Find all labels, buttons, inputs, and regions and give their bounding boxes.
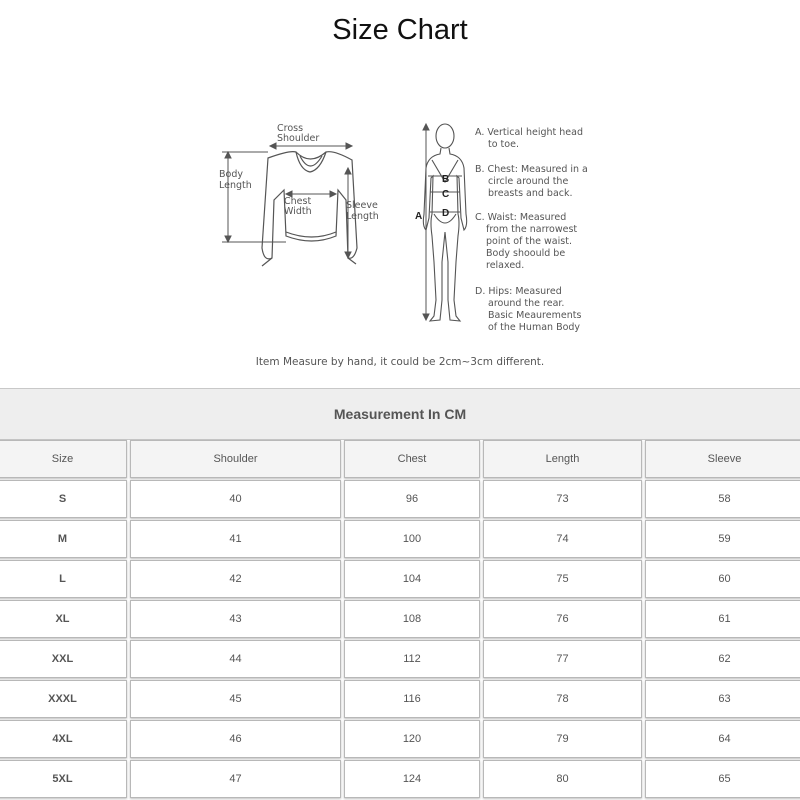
cell-size: L	[0, 560, 127, 598]
cell-shoulder: 45	[130, 680, 341, 718]
cell-shoulder: 43	[130, 600, 341, 638]
legend-c-line-1: C. Waist: Measured	[475, 212, 567, 223]
legend-d-line-1: D. Hips: Measured	[475, 286, 562, 297]
body-length-label-2: Length	[219, 180, 252, 191]
header-length: Length	[483, 440, 642, 478]
legend-a-line-1: A. Vertical height head	[475, 127, 583, 138]
sleeve-length-label-2: Length	[346, 211, 379, 222]
chest-width-label-1: Chest	[284, 196, 312, 207]
cell-length: 74	[483, 520, 642, 558]
legend-c-line-4: Body shoould be	[486, 248, 566, 259]
cell-size: XL	[0, 600, 127, 638]
table-row	[0, 680, 800, 718]
human-figure-illustration	[423, 124, 466, 321]
table-row	[0, 760, 800, 798]
cell-size: XXXL	[0, 680, 127, 718]
table-row	[0, 640, 800, 678]
cell-size: 4XL	[0, 720, 127, 758]
cell-sleeve: 64	[645, 720, 800, 758]
legend-b-line-2: circle around the	[488, 176, 569, 187]
cell-chest: 112	[344, 640, 480, 678]
cross-shoulder-label-1: Cross	[277, 123, 304, 134]
cross-shoulder-label-2: Shoulder	[277, 133, 320, 144]
figure-letter-d: D	[442, 208, 450, 219]
figure-letter-a: A	[415, 211, 423, 222]
table-caption: Measurement In CM	[0, 388, 800, 440]
legend-b-line-1: B. Chest: Measured in a	[475, 164, 588, 175]
body-length-label-1: Body	[219, 169, 243, 180]
header-size: Size	[0, 440, 127, 478]
table-row	[0, 480, 800, 518]
table-row	[0, 520, 800, 558]
table-header-row	[0, 440, 800, 478]
cell-size: S	[0, 480, 127, 518]
cell-sleeve: 62	[645, 640, 800, 678]
chest-width-label-2: Width	[284, 206, 312, 217]
cell-sleeve: 58	[645, 480, 800, 518]
cell-length: 77	[483, 640, 642, 678]
cell-length: 79	[483, 720, 642, 758]
header-shoulder: Shoulder	[130, 440, 341, 478]
cell-chest: 124	[344, 760, 480, 798]
legend-d-line-3: Basic Meaurements	[488, 310, 582, 321]
cell-shoulder: 40	[130, 480, 341, 518]
cell-length: 80	[483, 760, 642, 798]
page-title: Size Chart	[332, 14, 468, 46]
cell-shoulder: 47	[130, 760, 341, 798]
measurement-legend	[475, 127, 588, 333]
cell-shoulder: 41	[130, 520, 341, 558]
measurement-diagram	[0, 0, 800, 380]
cell-size: M	[0, 520, 127, 558]
header-sleeve: Sleeve	[645, 440, 800, 478]
cell-sleeve: 65	[645, 760, 800, 798]
cell-sleeve: 63	[645, 680, 800, 718]
figure-letter-c: C	[442, 189, 450, 200]
sleeve-length-label-1: Sleeve	[346, 200, 378, 211]
cell-length: 73	[483, 480, 642, 518]
cell-chest: 108	[344, 600, 480, 638]
cell-chest: 116	[344, 680, 480, 718]
cell-chest: 104	[344, 560, 480, 598]
cell-sleeve: 60	[645, 560, 800, 598]
cell-shoulder: 46	[130, 720, 341, 758]
figure-letter-b: B	[442, 174, 450, 185]
cell-sleeve: 61	[645, 600, 800, 638]
cell-chest: 120	[344, 720, 480, 758]
measurement-note: Item Measure by hand, it could be 2cm~3cm different.	[255, 356, 545, 368]
cell-shoulder: 44	[130, 640, 341, 678]
table-row	[0, 720, 800, 758]
cell-sleeve: 59	[645, 520, 800, 558]
legend-c-line-2: from the narrowest	[486, 224, 578, 235]
cell-length: 76	[483, 600, 642, 638]
legend-c-line-5: relaxed.	[486, 260, 525, 271]
table-row	[0, 600, 800, 638]
cell-length: 75	[483, 560, 642, 598]
cell-shoulder: 42	[130, 560, 341, 598]
legend-d-line-2: around the rear.	[488, 298, 565, 309]
header-chest: Chest	[344, 440, 480, 478]
cell-size: XXL	[0, 640, 127, 678]
table-row	[0, 560, 800, 598]
cell-chest: 100	[344, 520, 480, 558]
cell-length: 78	[483, 680, 642, 718]
legend-a-line-2: to toe.	[488, 139, 519, 150]
cell-size: 5XL	[0, 760, 127, 798]
legend-c-line-3: point of the waist.	[486, 236, 572, 247]
legend-b-line-3: breasts and back.	[488, 188, 573, 199]
cell-chest: 96	[344, 480, 480, 518]
legend-d-line-4: of the Human Body	[488, 322, 581, 333]
